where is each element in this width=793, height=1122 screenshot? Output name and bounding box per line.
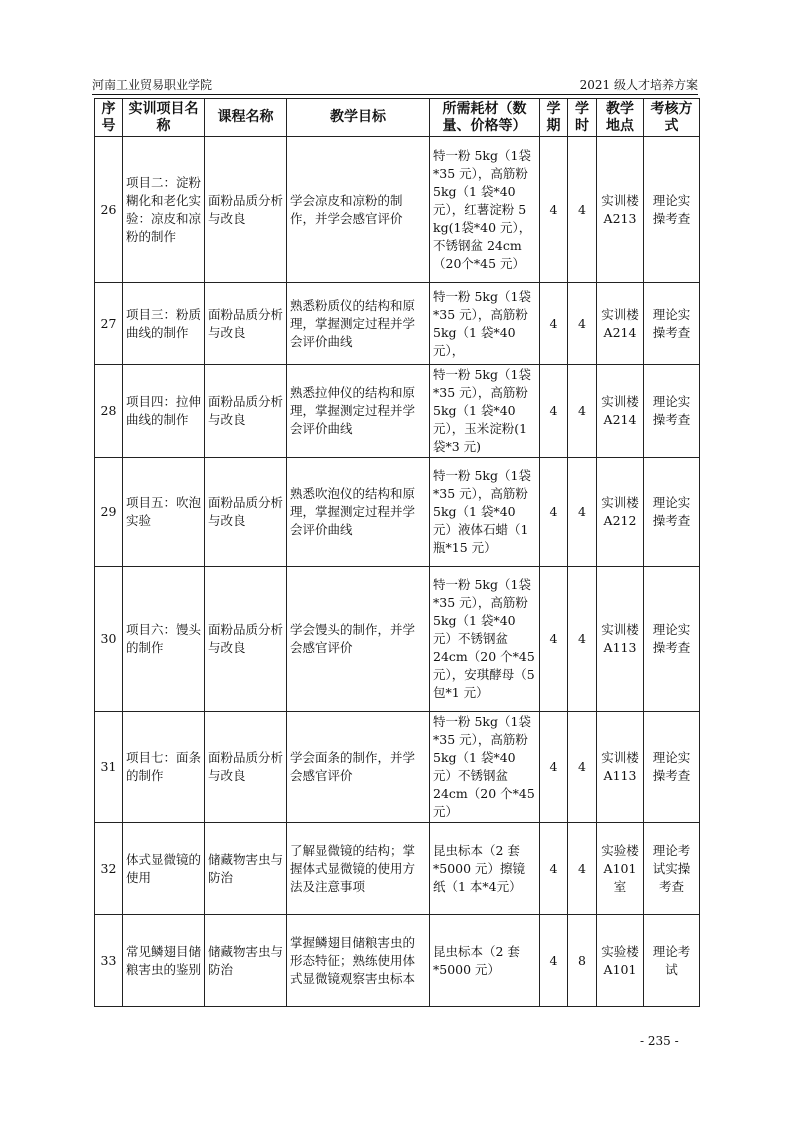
cell-course: 面粉品质分析与改良 xyxy=(205,712,287,823)
cell-place: 实验楼A101室 xyxy=(597,823,644,915)
table-row xyxy=(95,712,700,823)
cell-hours: 4 xyxy=(568,712,597,823)
cell-course: 面粉品质分析与改良 xyxy=(205,567,287,712)
cell-place: 实训楼A113 xyxy=(597,712,644,823)
cell-place: 实训楼A212 xyxy=(597,458,644,567)
header-document-title: 2021 级人才培养方案 xyxy=(579,78,698,92)
cell-goal: 熟悉粉质仪的结构和原理，掌握测定过程并学会评价曲线 xyxy=(287,283,430,365)
cell-materials: 昆虫标本（2 套*5000 元）擦镜纸（1 本*4元） xyxy=(430,823,540,915)
cell-materials: 特一粉 5kg（1袋*35 元），高筋粉 5kg（1 袋*40 元）不锈钢盆 24cm（20 个*45 元），安琪酵母（5 包*1 元） xyxy=(430,567,540,712)
cell-goal: 熟悉拉伸仪的结构和原理，掌握测定过程并学会评价曲线 xyxy=(287,365,430,458)
col-header-place: 教学地点 xyxy=(597,99,644,137)
cell-seq: 28 xyxy=(95,365,123,458)
cell-assess: 理论实操考查 xyxy=(644,712,700,823)
cell-place: 实训楼A214 xyxy=(597,283,644,365)
table-row xyxy=(95,458,700,567)
page-number: - 235 - xyxy=(640,1034,679,1048)
table-row xyxy=(95,567,700,712)
cell-assess: 理论实操考查 xyxy=(644,567,700,712)
cell-seq: 31 xyxy=(95,712,123,823)
cell-course: 储藏物害虫与防治 xyxy=(205,915,287,1007)
cell-hours: 4 xyxy=(568,365,597,458)
cell-hours: 8 xyxy=(568,915,597,1007)
cell-project: 项目五：吹泡实验 xyxy=(123,458,205,567)
cell-project: 项目二：淀粉糊化和老化实验：凉皮和凉粉的制作 xyxy=(123,137,205,283)
cell-goal: 掌握鳞翅目储粮害虫的形态特征；熟练使用体式显微镜观察害虫标本 xyxy=(287,915,430,1007)
cell-project: 项目六：馒头的制作 xyxy=(123,567,205,712)
cell-assess: 理论考试 xyxy=(644,915,700,1007)
cell-term: 4 xyxy=(540,567,568,712)
cell-seq: 30 xyxy=(95,567,123,712)
cell-project: 体式显微镜的使用 xyxy=(123,823,205,915)
cell-hours: 4 xyxy=(568,458,597,567)
cell-project: 项目四：拉伸曲线的制作 xyxy=(123,365,205,458)
cell-term: 4 xyxy=(540,712,568,823)
cell-hours: 4 xyxy=(568,283,597,365)
cell-term: 4 xyxy=(540,823,568,915)
cell-course: 面粉品质分析与改良 xyxy=(205,458,287,567)
cell-assess: 理论实操考查 xyxy=(644,283,700,365)
header-school-name: 河南工业贸易职业学院 xyxy=(92,78,213,92)
table-row xyxy=(95,365,700,458)
cell-project: 常见鳞翅目储粮害虫的鉴别 xyxy=(123,915,205,1007)
cell-seq: 32 xyxy=(95,823,123,915)
cell-course: 面粉品质分析与改良 xyxy=(205,365,287,458)
cell-materials: 特一粉 5kg（1袋*35 元），高筋粉 5kg（1 袋*40 元），红薯淀粉 5 kg(1袋*40 元），不锈钢盆 24cm（20个*45 元） xyxy=(430,137,540,283)
cell-place: 实训楼A113 xyxy=(597,567,644,712)
cell-goal: 了解显微镜的结构；掌握体式显微镜的使用方法及注意事项 xyxy=(287,823,430,915)
cell-assess: 理论实操考查 xyxy=(644,137,700,283)
cell-seq: 33 xyxy=(95,915,123,1007)
cell-course: 面粉品质分析与改良 xyxy=(205,283,287,365)
cell-place: 实训楼A213 xyxy=(597,137,644,283)
cell-assess: 理论实操考查 xyxy=(644,365,700,458)
col-header-term: 学期 xyxy=(540,99,568,137)
cell-goal: 学会馒头的制作，并学会感官评价 xyxy=(287,567,430,712)
col-header-course: 课程名称 xyxy=(205,99,287,137)
table-row xyxy=(95,823,700,915)
cell-materials: 特一粉 5kg（1袋*35 元），高筋粉 5kg（1 袋*40 元）不锈钢盆 24cm（20 个*45 元） xyxy=(430,712,540,823)
cell-hours: 4 xyxy=(568,137,597,283)
cell-goal: 学会面条的制作，并学会感官评价 xyxy=(287,712,430,823)
cell-materials: 特一粉 5kg（1袋*35 元），高筋粉 5kg（1 袋*40 元）液体石蜡（1 瓶*15 元） xyxy=(430,458,540,567)
table-header-row xyxy=(95,99,700,137)
col-header-assess: 考核方式 xyxy=(644,99,700,137)
table-row xyxy=(95,137,700,283)
cell-term: 4 xyxy=(540,283,568,365)
col-header-hours: 学时 xyxy=(568,99,597,137)
col-header-project: 实训项目名称 xyxy=(123,99,205,137)
cell-term: 4 xyxy=(540,915,568,1007)
cell-materials: 昆虫标本（2 套*5000 元） xyxy=(430,915,540,1007)
cell-term: 4 xyxy=(540,137,568,283)
cell-assess: 理论考试实操考查 xyxy=(644,823,700,915)
cell-term: 4 xyxy=(540,365,568,458)
cell-term: 4 xyxy=(540,458,568,567)
col-header-goal: 教学目标 xyxy=(287,99,430,137)
cell-course: 面粉品质分析与改良 xyxy=(205,137,287,283)
cell-seq: 27 xyxy=(95,283,123,365)
training-projects-table xyxy=(94,98,700,1007)
cell-goal: 熟悉吹泡仪的结构和原理，掌握测定过程并学会评价曲线 xyxy=(287,458,430,567)
col-header-seq: 序号 xyxy=(95,99,123,137)
cell-materials: 特一粉 5kg（1袋*35 元），高筋粉 5kg（1 袋*40 元），玉米淀粉(1 袋*3 元) xyxy=(430,365,540,458)
cell-place: 实训楼A214 xyxy=(597,365,644,458)
col-header-materials: 所需耗材（数量、价格等） xyxy=(430,99,540,137)
cell-assess: 理论实操考查 xyxy=(644,458,700,567)
cell-goal: 学会凉皮和凉粉的制作，并学会感官评价 xyxy=(287,137,430,283)
table-row xyxy=(95,283,700,365)
cell-place: 实验楼A101 xyxy=(597,915,644,1007)
cell-hours: 4 xyxy=(568,567,597,712)
cell-materials: 特一粉 5kg（1袋*35 元），高筋粉 5kg（1 袋*40 元）， xyxy=(430,283,540,365)
cell-project: 项目三：粉质曲线的制作 xyxy=(123,283,205,365)
cell-seq: 26 xyxy=(95,137,123,283)
cell-project: 项目七：面条的制作 xyxy=(123,712,205,823)
cell-hours: 4 xyxy=(568,823,597,915)
cell-course: 储藏物害虫与防治 xyxy=(205,823,287,915)
cell-seq: 29 xyxy=(95,458,123,567)
page-header xyxy=(92,76,698,95)
table-row xyxy=(95,915,700,1007)
